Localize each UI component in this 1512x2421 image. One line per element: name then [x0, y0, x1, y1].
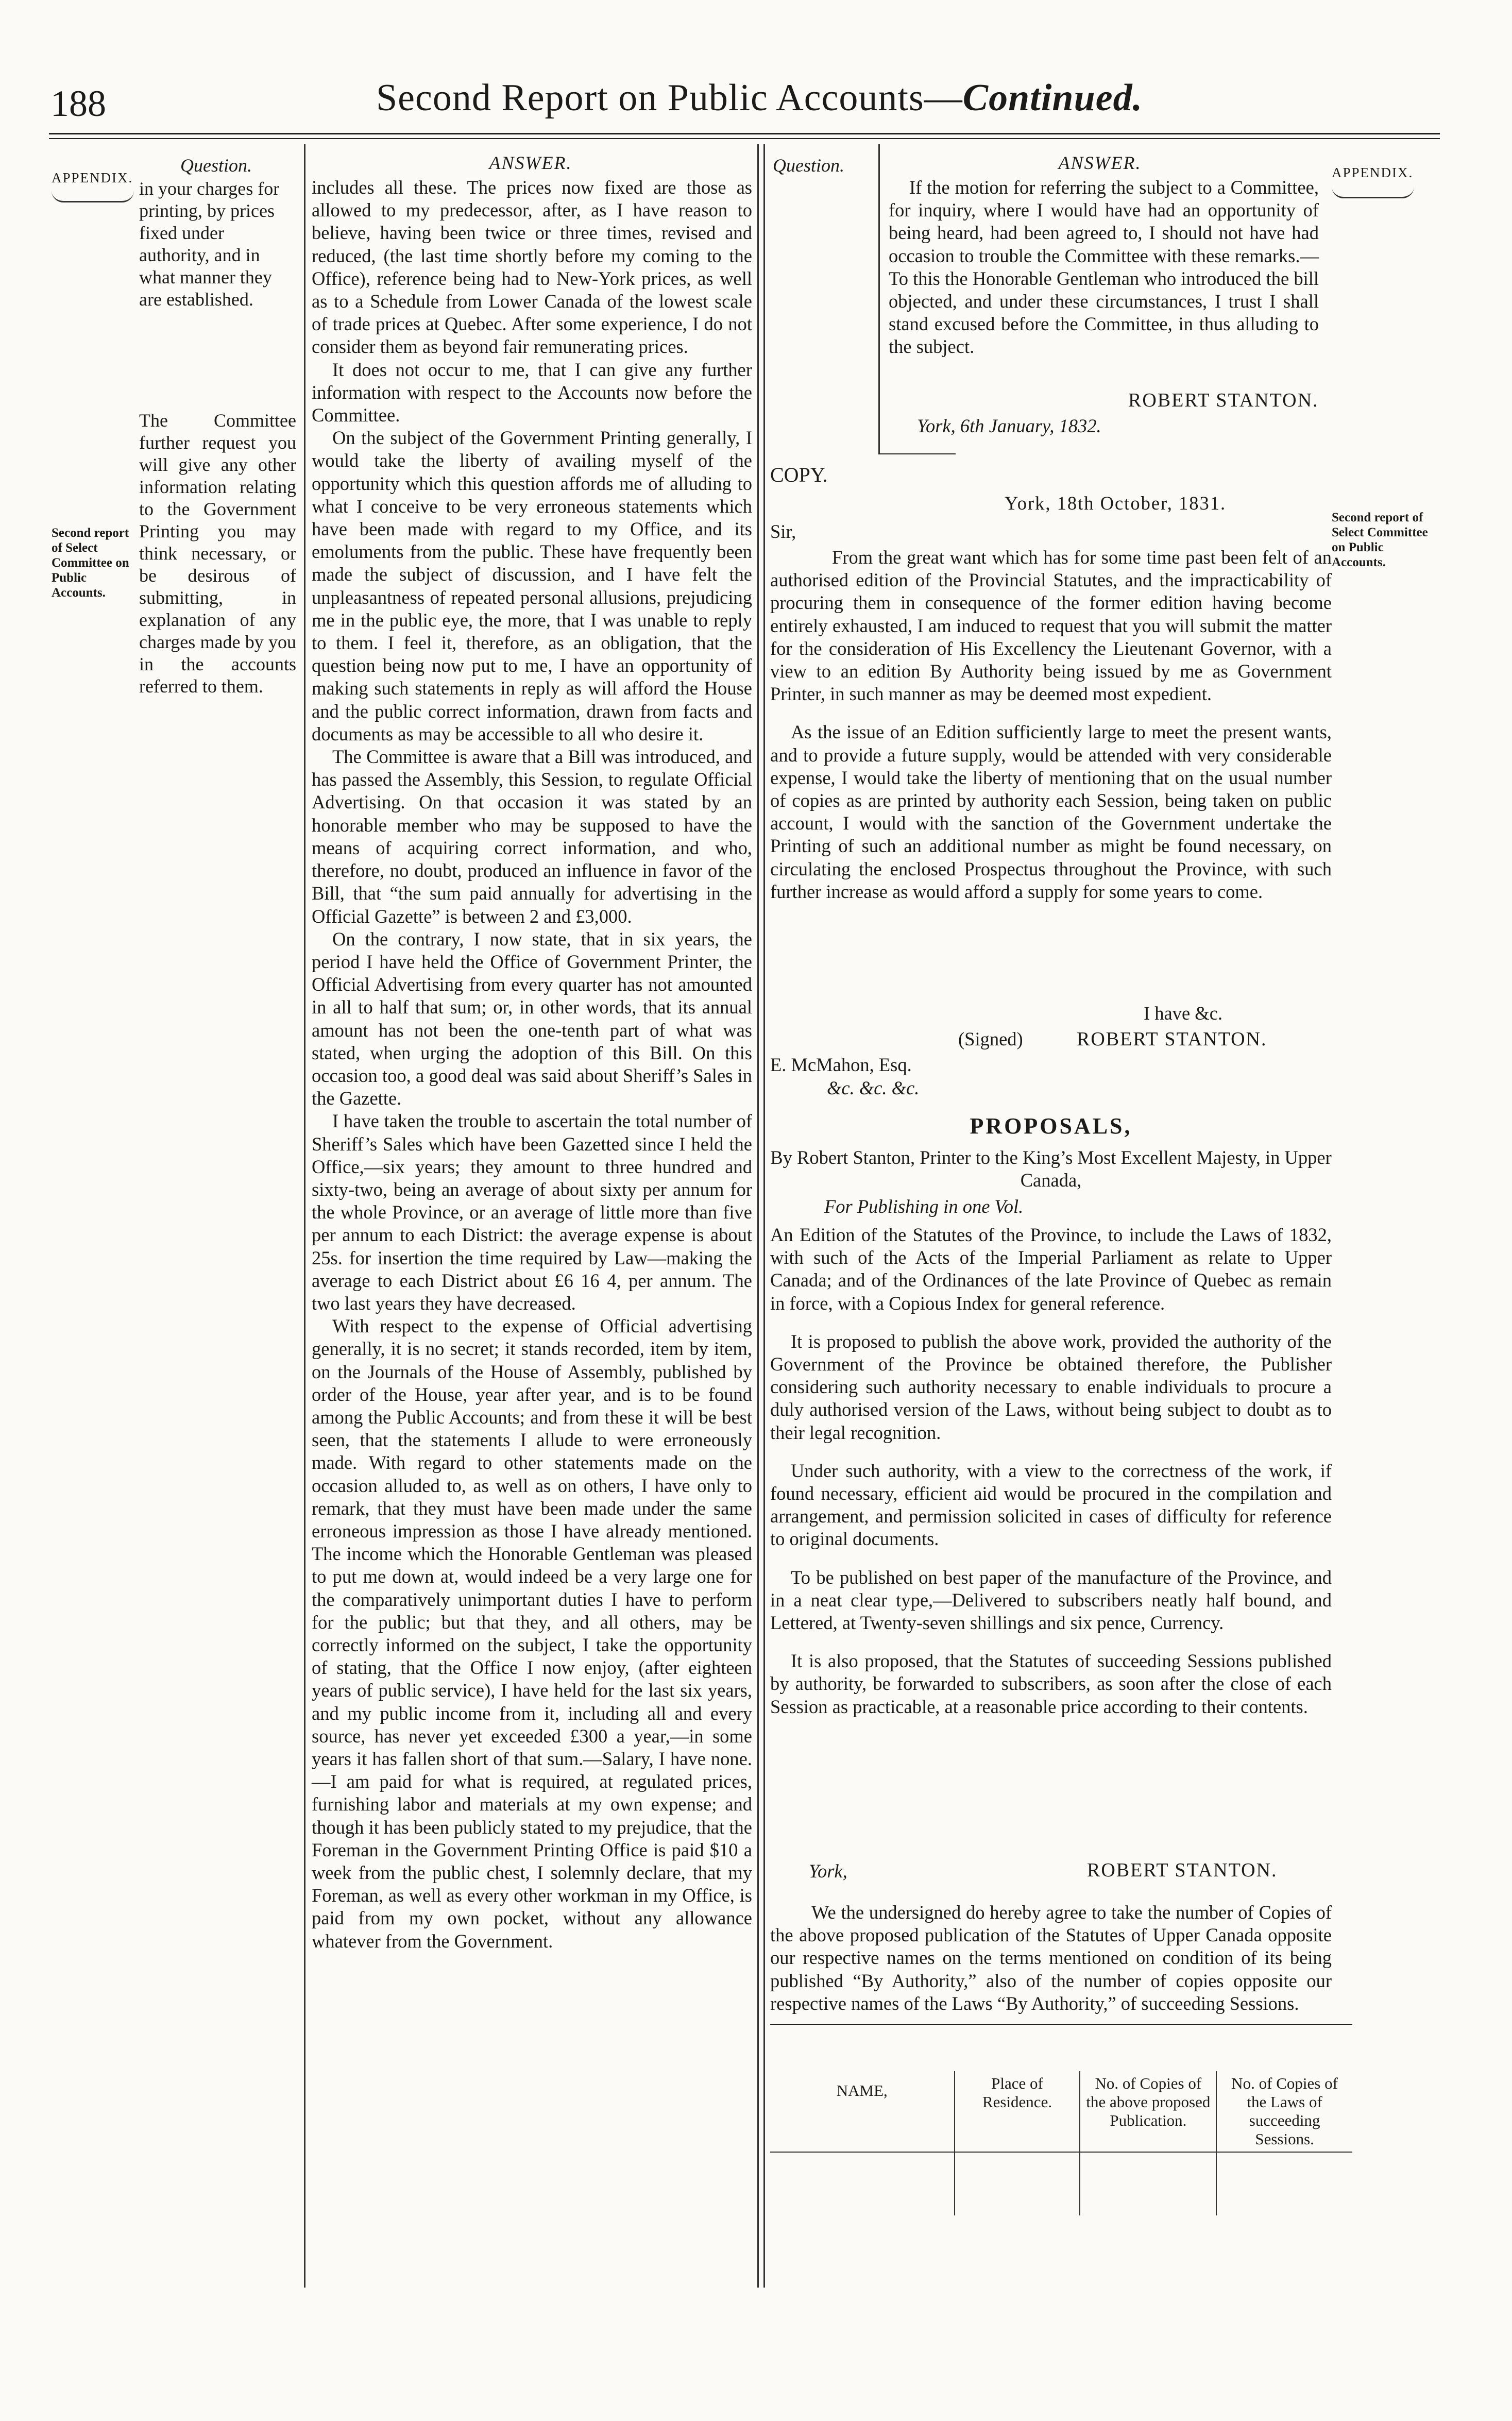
paragraph: It is also proposed, that the Statutes of succeeding Sessions published by authority, be forwarded to subscribers, as soon after the close of each Session as practicable, at a reasonable price according to their contents.	[770, 1650, 1332, 1717]
table-top-rule	[770, 2024, 1352, 2025]
closing: I have &c.	[1144, 1003, 1223, 1024]
table-row	[770, 2152, 1352, 2215]
undersigned-text	[770, 1901, 1332, 2015]
appendix-label-left: APPENDIX.	[52, 170, 133, 185]
answer-heading-right: ANSWER.	[1058, 153, 1142, 173]
appendix-brace	[52, 191, 134, 202]
col-residence: Place of Residence.	[955, 2071, 1080, 2152]
letter-date: York, 18th October, 1831.	[1005, 493, 1227, 514]
paragraph: If the motion for referring the subject to a Committee, for inquiry, where I would have had an opportunity of being heard, had been agreed to, I should not have had occasion to trouble the Committee with these remarks.—To this the Honorable Gentleman who introduced the bill objected, and under these circumstances, I trust I shall stand excused before the Committee, in thus alluding to the subject.	[889, 177, 1319, 358]
question-text-1	[139, 178, 296, 311]
col-copies-laws: No. of Copies of the Laws of succeeding Sessions.	[1231, 2074, 1338, 2148]
margin-note-right: Second report of Select Committee on Public Accounts.	[1332, 511, 1428, 569]
question-text-2	[139, 410, 296, 698]
proposals-for: For Publishing in one Vol.	[824, 1196, 1024, 1217]
question-1: in your charges for printing, by prices fixed under authority, and in what manner they are established.	[139, 178, 280, 310]
proposals-title: PROPOSALS,	[970, 1113, 1132, 1139]
column-rule	[304, 144, 305, 2288]
page-title	[376, 76, 1143, 120]
paragraph: It is proposed to publish the above work, provided the authority of the Government of the Province be obtained therefore, the Publisher considering such authority necessary to enable individuals to procure a duly authorised version of the Laws, without being subject to doubt as to their legal recognition.	[770, 1330, 1332, 1443]
signature-3: ROBERT STANTON.	[1087, 1859, 1278, 1881]
signature-1: ROBERT STANTON.	[1128, 390, 1319, 411]
paragraph: includes all these. The prices now fixed are those as allowed to my predecessor, after, as I have reason to believe, having been twice or three times, revised and reduced, (the last time shortly before my coming to the Office), reference being had to New-York prices, as well as to a Schedule from Lower Canada of the lowest scale of trade prices at Quebec. After some experience, I do not consider them as beyond fair remunerating prices.	[312, 177, 752, 358]
page-number: 188	[50, 83, 106, 124]
copy-label: COPY.	[770, 463, 828, 486]
short-rule	[878, 453, 956, 454]
title-continued: Continued.	[962, 77, 1143, 119]
paragraph: It does not occur to me, that I can give any further information with respect to the Accounts now before the Committee.	[312, 359, 752, 426]
table-cell	[1216, 2152, 1352, 2215]
paragraph: We the undersigned do hereby agree to take the number of Copies of the above proposed publication of the Statutes of Upper Canada opposite our respective names on the terms mentioned on condition of its being published “By Authority,” also of the number of copies opposite our respective names of the Laws “By Authority,” of succeeding Sessions.	[770, 1902, 1332, 2014]
table-cell	[955, 2152, 1080, 2215]
york-label: York,	[809, 1860, 847, 1882]
answer-right	[889, 176, 1319, 359]
appendix-brace-right	[1332, 187, 1414, 198]
header-rule	[49, 133, 1440, 134]
paragraph: An Edition of the Statutes of the Province, to include the Laws of 1832, with such of the Acts of the Imperial Parliament as relate to Upper Canada; and of the Ordinances of the late Province of Quebec as remain in force, with a Copious Index for general reference.	[770, 1224, 1332, 1314]
paragraph: To be published on best paper of the manufacture of the Province, and in a neat clear type,—Delivered to subscribers neatly half bound, and Lettered, at Twenty-seven shillings and six pence, Currency.	[770, 1566, 1332, 1634]
addressee: E. McMahon, Esq.	[770, 1054, 912, 1075]
paragraph: On the contrary, I now state, that in six years, the period I have held the Office of Government Printer, the Official Advertising from every quarter has not amounted in all to half that sum; or, in other words, that its annual amount has not been the one-tenth part of what was stated, when urging the adoption of this Bill. On this occasion too, a good deal was said about Sheriff’s Sales in the Gazette.	[312, 928, 752, 1109]
letter-body	[770, 546, 1332, 903]
paragraph: As the issue of an Edition sufficiently large to meet the present wants, and to provide a future supply, would be attended with very considerable expense, I would take the liberty of mentioning that on the usual number of copies as are printed by authority each Session, being taken on public account, I would with the sanction of the Government undertake the Printing of such an additional number as might be found necessary, on circulating the enclosed Prospectus throughout the Province, with such further increase as would afford a supply for some years to come.	[770, 721, 1332, 902]
signed-label: (Signed)	[958, 1028, 1023, 1049]
question-heading-left: Question.	[180, 155, 252, 176]
subscription-table	[770, 2071, 1352, 2215]
question-heading-right: Question.	[773, 155, 844, 176]
paragraph: I have taken the trouble to ascertain the total number of Sheriff’s Sales which have been Gazetted since I held the Office,—six years; they amount to three hundred and sixty-two, being an average of about sixty per annum for the whole Province, or an average of little more than five per annum to each District: the average expense is about 25s. for insertion the time required by Law—making the average to each District about £6 16 4, per annum. The two last years they have decreased.	[312, 1110, 752, 1314]
paragraph: From the great want which has for some time past been felt of an authorised edition of the Provincial Statutes, and the impracticability of procuring them in consequence of the former edition having become entirely exhausted, I am induced to request that you will submit the matter for the consideration of His Excellency the Lieutenant Governor, with a view to an edition By Authority being issued by me as Government Printer, in such manner as may be deemed most expedient.	[770, 547, 1332, 705]
header-rule-thin	[49, 138, 1440, 139]
signature-2: ROBERT STANTON.	[1077, 1028, 1267, 1050]
table-cell	[770, 2152, 955, 2215]
proposals-by: By Robert Stanton, Printer to the King’s Most Excellent Majesty, in Upper Canada,	[770, 1147, 1332, 1191]
column-rule	[878, 144, 880, 453]
proposals-body	[770, 1224, 1332, 1718]
paragraph: The Committee is aware that a Bill was introduced, and has passed the Assembly, this Session, to regulate Official Advertising. On that occasion it was stated by an honorable member who may be supposed to have the means of acquiring correct information, and who, therefore, no doubt, produced an influence in favor of the Bill, that “the sum paid annually for advertising in the Official Gazette” is between 2 and £3,000.	[312, 746, 752, 927]
column-rule	[763, 144, 765, 2288]
paragraph: Under such authority, with a view to the correctness of the work, if found necessary, efficient aid would be procured in the compilation and arrangement, and permission solicited in cases of difficulty for reference to original documents.	[770, 1460, 1332, 1550]
table-cell	[1080, 2152, 1216, 2215]
paragraph: On the subject of the Government Printing generally, I would take the liberty of availing myself of the opportunity which this question affords me of alluding to what I conceive to be very erroneous statements which have been made with regard to my Office, and its emoluments from the public. These have frequently been made the subject of discussion, and I have felt the unpleasantness of repeated personal allusions, prejudicing me in the public eye, the more, that I was unable to reply to them. I feel it, therefore, as an obligation, that the question being now put to me, I have an opportunity of making such statements in reply as will afford the House and the public correct information, drawn from facts and documents as may be accessible to all who desire it.	[312, 427, 752, 744]
dateline-1: York, 6th January, 1832.	[917, 415, 1101, 436]
paragraph: With respect to the expense of Official advertising generally, it is no secret; it stands recorded, item by item, on the Journals of the House of Assembly, published by order of the House, year after year, and is to be found among the Public Accounts; and from these it will be best seen, that the statements I allude to were erroneously made. With regard to other statements made on the occasion alluded to, as well as on others, I have only to remark, that they must have been made under the same erroneous impression as those I have already mentioned. The income which the Honorable Gentleman was pleased to put me down at, would indeed be a very large one for the comparatively unimportant duties I have to perform for the public; but that they, and all others, may be correctly informed on the subject, I take the opportunity of stating, that the Office I now enjoy, (after eighteen years of public service), I have held for the last six years, and my public income from it, including all and every source, has never yet exceeded £300 a year,—in some years it has fallen short of that sum.—Salary, I have none.—I am paid for what is required, at regulated prices, furnishing labor and materials at my own expense; and though it has been publicly stated to my prejudice, that the Foreman in the Government Printing Office is paid $10 a week from the public chest, I solemnly declare, that my Foreman, as well as every other workman in my Office, is paid from my own pocket, without any allowance whatever from the Government.	[312, 1315, 752, 1952]
appendix-label-right: APPENDIX.	[1332, 165, 1414, 180]
column-rule	[757, 144, 759, 2288]
title-main: Second Report on Public Accounts—	[376, 77, 963, 119]
etc: &c. &c. &c.	[827, 1077, 920, 1098]
salutation: Sir,	[770, 521, 796, 542]
col-copies-publication: No. of Copies of the above proposed Publication.	[1080, 2071, 1216, 2152]
margin-note-left: Second report of Select Committee on Public Accounts.	[52, 526, 129, 600]
answer-heading-left: ANSWER.	[489, 153, 572, 173]
col-name: NAME,	[770, 2071, 955, 2152]
answer-column-left	[312, 176, 752, 1953]
question-2: The Committee further request you will give any other information relating to the Government Printing you may think necessary, or be desirous of submitting, in explanation of any charges made by you in the accounts referred to them.	[139, 410, 296, 697]
